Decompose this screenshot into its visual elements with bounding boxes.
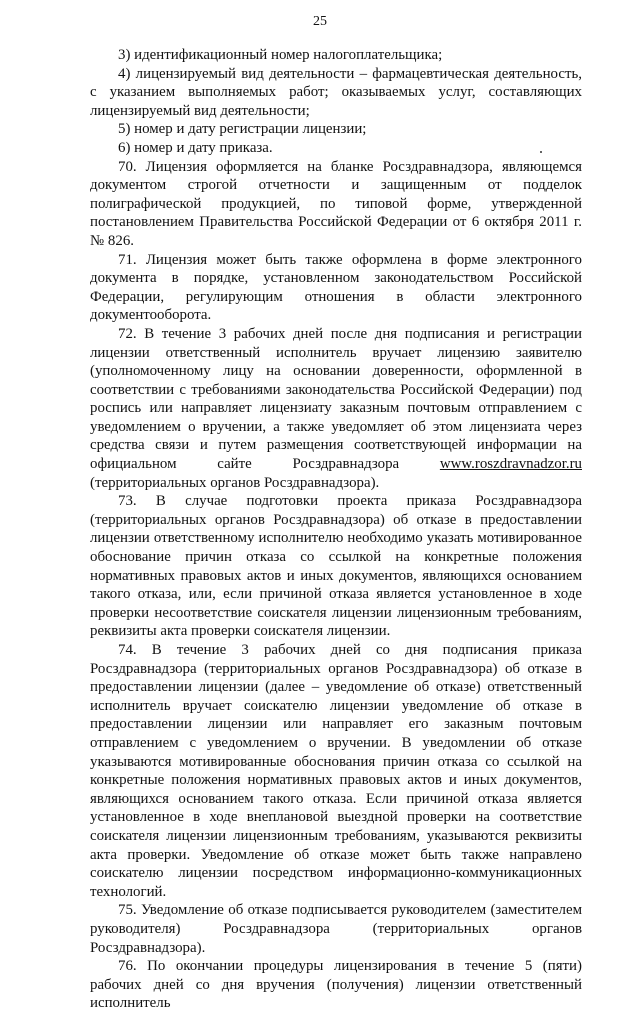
paragraph-72-text: 72. В течение 3 рабочих дней после дня подписания и регистрации лицензии ответственный исполнитель вручает лицензию заявителю (уполномоченному лицу на основании доверенности, оформленной в соответствии с требованиями законодательства Российской Федерации) под роспись или направляет лицензиату заказным почтовым отправлением с уведомлением о вручении, а также уведомляет об этом лицензиата через средства связи и путем размещения соответствующей информации на официальном сайте Росздравнадзора	[90, 325, 582, 473]
list-item-6: 6) номер и дату приказа.	[118, 139, 273, 156]
list-item-5: 5) номер и дату регистрации лицензии;	[118, 121, 367, 138]
paragraph-75: 75. Уведомление об отказе подписывается руководителем (заместителем руководителя) Росздравнадзора (территориальных органов Росздравнадзора).	[90, 902, 582, 956]
list-item-4: 4) лицензируемый вид деятельности – фармацевтическая деятельность, с указанием выполняемых работ; оказываемых услуг, составляющих лицензируемый вид деятельности;	[90, 65, 582, 119]
website-link[interactable]: www.roszdravnadzor.ru	[439, 456, 582, 473]
paragraph-73: 73. В случае подготовки проекта приказа Росздравнадзора (территориальных органов Росздравнадзора) об отказе в предоставлении лицензии ответственному исполнителю необходимо указать мотивированное обоснование причин отказа со ссылкой на конкретные положения нормативных правовых актов и иных документов, являющихся основанием такого отказа, или, если причиной отказа является установленное в ходе проверки несоответствие соискателя лицензии лицензионным требованиям, реквизиты акта проверки соискателя лицензии.	[90, 493, 582, 640]
list-item-3: 3) идентификационный номер налогоплательщика;	[118, 47, 443, 63]
paragraph-76: 76. По окончании процедуры лицензирования в течение 5 (пяти) рабочих дней со дня вручения (получения) лицензии ответственный исполнитель	[90, 958, 582, 1012]
paragraph-71: 71. Лицензия может быть также оформлена в форме электронного документа в порядке, установленном законодательством Российской Федерации, регулирующим отношения в области электронного документооборота.	[90, 251, 582, 324]
paragraph-72	[90, 325, 582, 492]
paragraph-70: 70. Лицензия оформляется на бланке Росздравнадзора, являющемся документом строгой отчетности и защищенным от подделок полиграфической продукцией, по типовой форме, утвержденной постановлением Правительства Российской Федерации от 6 октября 2011 г. № 826.	[90, 158, 582, 249]
page-number: 25	[313, 14, 327, 29]
document-body	[90, 46, 582, 1013]
paragraph-74: 74. В течение 3 рабочих дней со дня подписания приказа Росздравнадзора (территориальных органов Росздравнадзора) об отказе в предоставлении лицензии (далее – уведомление об отказе) ответственный исполнитель вручает соискателю лицензии уведомление об отказе в предоставлении лицензии или направляет его заказным почтовым отправлением с уведомлением о вручении. В уведомлении об отказе указываются мотивированные обоснования причин отказа со ссылкой на конкретные положения нормативных правовых актов и иных документов, являющихся основанием такого отказа. Если причиной отказа является установленное в ходе внеплановой выездной проверки на соответствие соискателя лицензии лицензионным требованиям, указываются реквизиты акта проверки. Уведомление об отказе может быть также направлено соискателю лицензии посредством информационно-коммуникационных технологий.	[90, 642, 582, 900]
paragraph-72-tail: (территориальных органов Росздравнадзора).	[90, 474, 380, 491]
